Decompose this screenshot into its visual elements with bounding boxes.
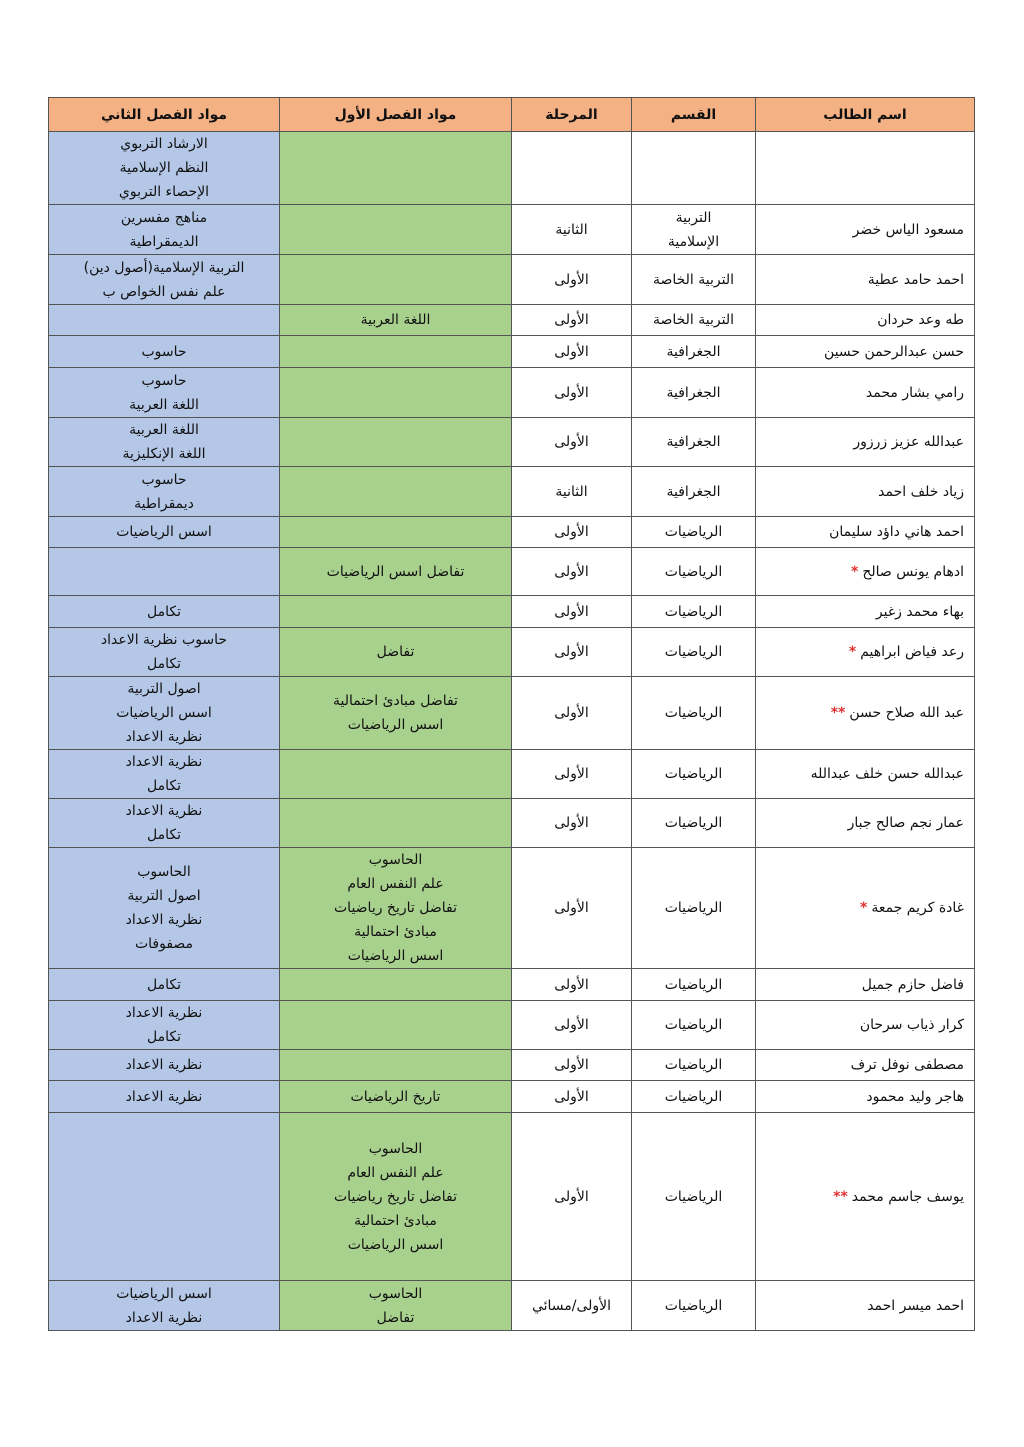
semester-2-subjects-cell xyxy=(49,132,280,205)
semester-1-subjects-cell xyxy=(280,969,512,1001)
subject-line: الحاسوب xyxy=(137,864,191,880)
semester-1-subjects-cell xyxy=(280,548,512,596)
subject-line: اسس الرياضيات xyxy=(116,705,212,721)
subject-line: اصول التربية xyxy=(127,681,201,697)
department-cell xyxy=(632,628,756,677)
department-cell xyxy=(632,255,756,305)
header-student-name: اسم الطالب xyxy=(756,98,975,132)
subject-line: التربية xyxy=(675,209,712,226)
subject-line: الرياضيات xyxy=(664,563,723,580)
semester-1-subjects-cell xyxy=(280,336,512,368)
subject-line: تفاضل تاريخ رياضيات xyxy=(334,1188,457,1205)
stage-cell: الأولى xyxy=(512,336,632,368)
stage-cell: الأولى xyxy=(512,677,632,750)
subject-line: الإسلامية xyxy=(667,233,720,250)
table-row xyxy=(49,848,975,969)
semester-2-subjects-cell xyxy=(49,969,280,1001)
student-name-cell xyxy=(756,596,975,628)
semester-1-subjects-cell xyxy=(280,1081,512,1113)
subject-line: التربية الخاصة xyxy=(652,271,735,288)
department-cell xyxy=(632,517,756,548)
student-name: فاضل حازم جميل xyxy=(861,976,964,993)
semester-1-subjects-cell xyxy=(280,750,512,799)
subject-line: اللغة العربية xyxy=(129,422,199,438)
department-cell xyxy=(632,205,756,255)
subject-line: الرياضيات xyxy=(664,705,723,721)
semester-2-subjects-cell xyxy=(49,336,280,368)
student-name-cell xyxy=(756,1050,975,1081)
subject-line: نظرية الاعداد xyxy=(125,754,203,770)
subject-line: حاسوب xyxy=(141,372,187,389)
department-cell xyxy=(632,1081,756,1113)
student-name-cell xyxy=(756,548,975,596)
department-cell xyxy=(632,848,756,969)
subject-line: تفاضل xyxy=(376,1309,415,1326)
stage-cell: الأولى xyxy=(512,1081,632,1113)
semester-2-subjects-cell xyxy=(49,467,280,517)
header-semester-1: مواد الفصل الأول xyxy=(280,98,512,132)
subject-line: مناهج مفسرين xyxy=(120,209,208,226)
subject-line: الجغرافية xyxy=(666,343,721,360)
semester-2-subjects-cell xyxy=(49,368,280,418)
student-name-cell xyxy=(756,848,975,969)
subject-line: الرياضيات xyxy=(664,1017,723,1033)
table-row xyxy=(49,750,975,799)
semester-2-subjects-cell xyxy=(49,255,280,305)
subject-line: الارشاد التربوي xyxy=(120,136,208,152)
stage-cell: الأولى xyxy=(512,1001,632,1050)
semester-1-subjects-cell xyxy=(280,1001,512,1050)
student-name-cell xyxy=(756,1001,975,1050)
subject-line: التربية الإسلامية(أصول دين) xyxy=(83,259,245,276)
semester-2-subjects-cell xyxy=(49,848,280,969)
header-row xyxy=(49,98,975,132)
stage-cell: الأولى xyxy=(512,418,632,467)
subject-line: الديمقراطية xyxy=(129,233,199,250)
table-row xyxy=(49,336,975,368)
stage-cell: الأولى xyxy=(512,368,632,418)
subject-line: تكامل xyxy=(147,778,181,794)
department-cell xyxy=(632,368,756,418)
semester-1-subjects-cell xyxy=(280,628,512,677)
student-name-cell xyxy=(756,969,975,1001)
table-row xyxy=(49,368,975,418)
student-name-cell xyxy=(756,517,975,548)
student-name: رامي بشار محمد xyxy=(865,384,964,401)
student-name-cell xyxy=(756,368,975,418)
subject-line: مصفوفات xyxy=(134,936,194,952)
table-row xyxy=(49,1001,975,1050)
subject-line: الجغرافية xyxy=(666,384,721,401)
table-row xyxy=(49,677,975,750)
student-name: حسن عبدالرحمن حسين xyxy=(824,343,964,360)
department-cell xyxy=(632,750,756,799)
student-name: بهاء محمد زغير xyxy=(875,603,964,620)
semester-2-subjects-cell xyxy=(49,677,280,750)
subject-line: النظم الإسلامية xyxy=(119,160,209,176)
student-name: مسعود الياس خضر xyxy=(852,221,964,238)
semester-2-subjects-cell xyxy=(49,1001,280,1050)
student-name: عبدالله حسن خلف عبدالله xyxy=(810,766,964,782)
student-name: طه وعد حردان xyxy=(877,312,964,328)
subject-line: حاسوب نظرية الاعداد xyxy=(100,632,228,648)
subject-line: تفاضل اسس الرياضيات xyxy=(326,563,465,580)
stage-cell: الثانية xyxy=(512,205,632,255)
table-row xyxy=(49,517,975,548)
subject-line: تكامل xyxy=(147,976,181,993)
subject-line: اسس الرياضيات xyxy=(116,1285,212,1302)
subject-line: الرياضيات xyxy=(664,603,723,620)
subject-line: تكامل xyxy=(147,827,181,843)
semester-1-subjects-cell xyxy=(280,255,512,305)
student-name: احمد هاني داؤد سليمان xyxy=(829,524,964,540)
subject-line: اللغة العربية xyxy=(129,396,199,413)
subject-line: ديمقراطية xyxy=(134,495,194,512)
subject-line: تكامل xyxy=(147,603,181,620)
subject-line: علم نفس الخواص ب xyxy=(102,283,226,300)
subject-line: تكامل xyxy=(147,1029,181,1045)
asterisk-mark: ** xyxy=(833,1188,848,1205)
stage-cell: الأولى xyxy=(512,848,632,969)
student-name: عبدالله عزيز زرزور xyxy=(853,434,964,450)
semester-1-subjects-cell xyxy=(280,799,512,848)
table-row xyxy=(49,548,975,596)
semester-1-subjects-cell xyxy=(280,1281,512,1331)
semester-2-subjects-cell xyxy=(49,1281,280,1331)
table-row xyxy=(49,628,975,677)
subject-line: الرياضيات xyxy=(664,1188,723,1205)
subject-line: الرياضيات xyxy=(664,1057,723,1073)
subject-line: اسس الرياضيات xyxy=(116,524,212,540)
semester-1-subjects-cell xyxy=(280,517,512,548)
semester-1-subjects-cell xyxy=(280,596,512,628)
stage-cell: الأولى xyxy=(512,799,632,848)
subject-line: علم النفس العام xyxy=(347,876,444,892)
department-cell xyxy=(632,418,756,467)
department-cell xyxy=(632,969,756,1001)
table-row xyxy=(49,799,975,848)
student-name-cell xyxy=(756,750,975,799)
department-cell xyxy=(632,596,756,628)
stage-cell: الأولى xyxy=(512,517,632,548)
student-name: احمد حامد عطية xyxy=(867,271,964,288)
stage-cell: الأولى xyxy=(512,596,632,628)
semester-1-subjects-cell xyxy=(280,205,512,255)
department-cell xyxy=(632,677,756,750)
asterisk-mark: * xyxy=(851,563,859,580)
subject-line: اسس الرياضيات xyxy=(347,717,444,733)
subject-line: الرياضيات xyxy=(664,900,723,916)
student-name: عبد الله صلاح حسن xyxy=(849,705,964,721)
subject-line: تاريخ الرياضيات xyxy=(350,1088,441,1105)
stage-cell: الأولى xyxy=(512,305,632,336)
department-cell xyxy=(632,336,756,368)
subject-line: مبادئ احتمالية xyxy=(354,1212,437,1229)
department-cell xyxy=(632,467,756,517)
subject-line: الحاسوب xyxy=(368,1140,423,1157)
semester-2-subjects-cell xyxy=(49,628,280,677)
table-row xyxy=(49,255,975,305)
semester-1-subjects-cell xyxy=(280,1113,512,1281)
student-name-cell xyxy=(756,336,975,368)
department-cell xyxy=(632,1113,756,1281)
subject-line: نظرية الاعداد xyxy=(125,803,203,819)
student-name: يوسف جاسم محمد xyxy=(851,1188,964,1205)
subject-line: التربية الخاصة xyxy=(652,312,735,328)
asterisk-mark: ** xyxy=(830,705,846,721)
subject-line: الرياضيات xyxy=(664,976,723,993)
stage-cell: الأولى xyxy=(512,1113,632,1281)
stage-cell: الثانية xyxy=(512,467,632,517)
department-cell xyxy=(632,1281,756,1331)
stage-cell: الأولى xyxy=(512,548,632,596)
subject-line: نظرية الاعداد xyxy=(125,729,203,745)
department-cell xyxy=(632,1001,756,1050)
student-name-cell xyxy=(756,799,975,848)
table-row xyxy=(49,596,975,628)
student-name-cell xyxy=(756,205,975,255)
subject-line: الجغرافية xyxy=(666,434,721,450)
semester-2-subjects-cell xyxy=(49,305,280,336)
student-name: ادهام يونس صالح xyxy=(862,563,964,580)
student-name: غادة كريم جمعة xyxy=(871,900,964,916)
student-name-cell xyxy=(756,305,975,336)
subject-line: اصول التربية xyxy=(127,888,201,904)
subject-line: الحاسوب xyxy=(368,1285,423,1302)
subject-line: الرياضيات xyxy=(664,766,723,782)
stage-cell: الأولى xyxy=(512,750,632,799)
subject-line: حاسوب xyxy=(141,471,187,488)
subject-line: اسس الرياضيات xyxy=(347,948,444,964)
subject-line: تكامل xyxy=(147,656,181,672)
department-cell xyxy=(632,799,756,848)
semester-2-subjects-cell xyxy=(49,750,280,799)
table-row xyxy=(49,132,975,205)
subject-line: تفاضل مبادئ احتمالية xyxy=(333,693,458,709)
subject-line: مبادئ احتمالية xyxy=(354,924,437,940)
semester-1-subjects-cell xyxy=(280,848,512,969)
semester-1-subjects-cell xyxy=(280,368,512,418)
table-row xyxy=(49,205,975,255)
table-row xyxy=(49,1113,975,1281)
semester-2-subjects-cell xyxy=(49,205,280,255)
subject-line: الرياضيات xyxy=(664,1088,723,1105)
table-row xyxy=(49,1281,975,1331)
subject-line: اللغة العربية xyxy=(360,312,431,328)
subject-line: نظرية الاعداد xyxy=(125,1057,203,1073)
asterisk-mark: * xyxy=(860,900,868,916)
semester-1-subjects-cell xyxy=(280,418,512,467)
student-name: رعد فياض ابراهيم xyxy=(860,644,964,660)
semester-1-subjects-cell xyxy=(280,305,512,336)
subject-line: نظرية الاعداد xyxy=(125,1088,203,1105)
semester-1-subjects-cell xyxy=(280,132,512,205)
student-name-cell xyxy=(756,132,975,205)
stage-cell xyxy=(512,132,632,205)
subject-line: اسس الرياضيات xyxy=(347,1236,444,1253)
semester-2-subjects-cell xyxy=(49,596,280,628)
semester-2-subjects-cell xyxy=(49,799,280,848)
subject-line: تفاضل تاريخ رياضيات xyxy=(334,900,457,916)
table-row xyxy=(49,418,975,467)
student-name-cell xyxy=(756,255,975,305)
subject-line: نظرية الاعداد xyxy=(125,912,203,928)
table-row xyxy=(49,467,975,517)
subject-line: اللغة الإنكليزية xyxy=(122,446,206,462)
student-name-cell xyxy=(756,677,975,750)
semester-2-subjects-cell xyxy=(49,517,280,548)
subject-line: الرياضيات xyxy=(664,644,723,660)
student-name-cell xyxy=(756,467,975,517)
header-stage: المرحلة xyxy=(512,98,632,132)
table-row xyxy=(49,969,975,1001)
subject-line: الرياضيات xyxy=(664,524,723,540)
asterisk-mark: * xyxy=(848,644,857,660)
subject-line: الحاسوب xyxy=(368,852,423,868)
student-name: زياد خلف احمد xyxy=(878,483,964,500)
department-cell xyxy=(632,132,756,205)
semester-1-subjects-cell xyxy=(280,677,512,750)
semester-2-subjects-cell xyxy=(49,418,280,467)
semester-1-subjects-cell xyxy=(280,1050,512,1081)
header-semester-2: مواد الفصل الثاني xyxy=(49,98,280,132)
student-name-cell xyxy=(756,1113,975,1281)
semester-1-subjects-cell xyxy=(280,467,512,517)
department-cell xyxy=(632,548,756,596)
student-name: هاجر وليد محمود xyxy=(866,1088,964,1105)
student-name-cell xyxy=(756,1081,975,1113)
table-row xyxy=(49,1050,975,1081)
student-name-cell xyxy=(756,628,975,677)
student-name: احمد ميسر احمد xyxy=(867,1297,964,1314)
student-name: مصطفى نوفل ترف xyxy=(850,1057,964,1073)
student-name: كرار ذياب سرحان xyxy=(859,1017,964,1033)
student-name-cell xyxy=(756,418,975,467)
stage-cell: الأولى/مسائي xyxy=(512,1281,632,1331)
stage-cell: الأولى xyxy=(512,628,632,677)
subject-line: الجغرافية xyxy=(666,483,721,500)
semester-2-subjects-cell xyxy=(49,1081,280,1113)
subject-line: حاسوب xyxy=(141,343,187,360)
subject-line: الرياضيات xyxy=(664,1297,723,1314)
stage-cell: الأولى xyxy=(512,1050,632,1081)
stage-cell: الأولى xyxy=(512,969,632,1001)
student-name: عمار نجم صالح جبار xyxy=(847,815,964,831)
department-cell xyxy=(632,1050,756,1081)
student-subjects-table xyxy=(48,97,975,1331)
table-body xyxy=(49,132,975,1331)
header-department: القسم xyxy=(632,98,756,132)
table-row xyxy=(49,305,975,336)
subject-line: الإحصاء التربوي xyxy=(118,184,210,200)
subject-line: تفاضل xyxy=(376,644,415,660)
subject-line: نظرية الاعداد xyxy=(125,1309,203,1326)
student-name-cell xyxy=(756,1281,975,1331)
subject-line: الرياضيات xyxy=(664,815,723,831)
semester-2-subjects-cell xyxy=(49,1050,280,1081)
subject-line: علم النفس العام xyxy=(347,1164,444,1181)
department-cell xyxy=(632,305,756,336)
table-row xyxy=(49,1081,975,1113)
subject-line: نظرية الاعداد xyxy=(125,1005,203,1021)
semester-2-subjects-cell xyxy=(49,548,280,596)
stage-cell: الأولى xyxy=(512,255,632,305)
semester-2-subjects-cell xyxy=(49,1113,280,1281)
